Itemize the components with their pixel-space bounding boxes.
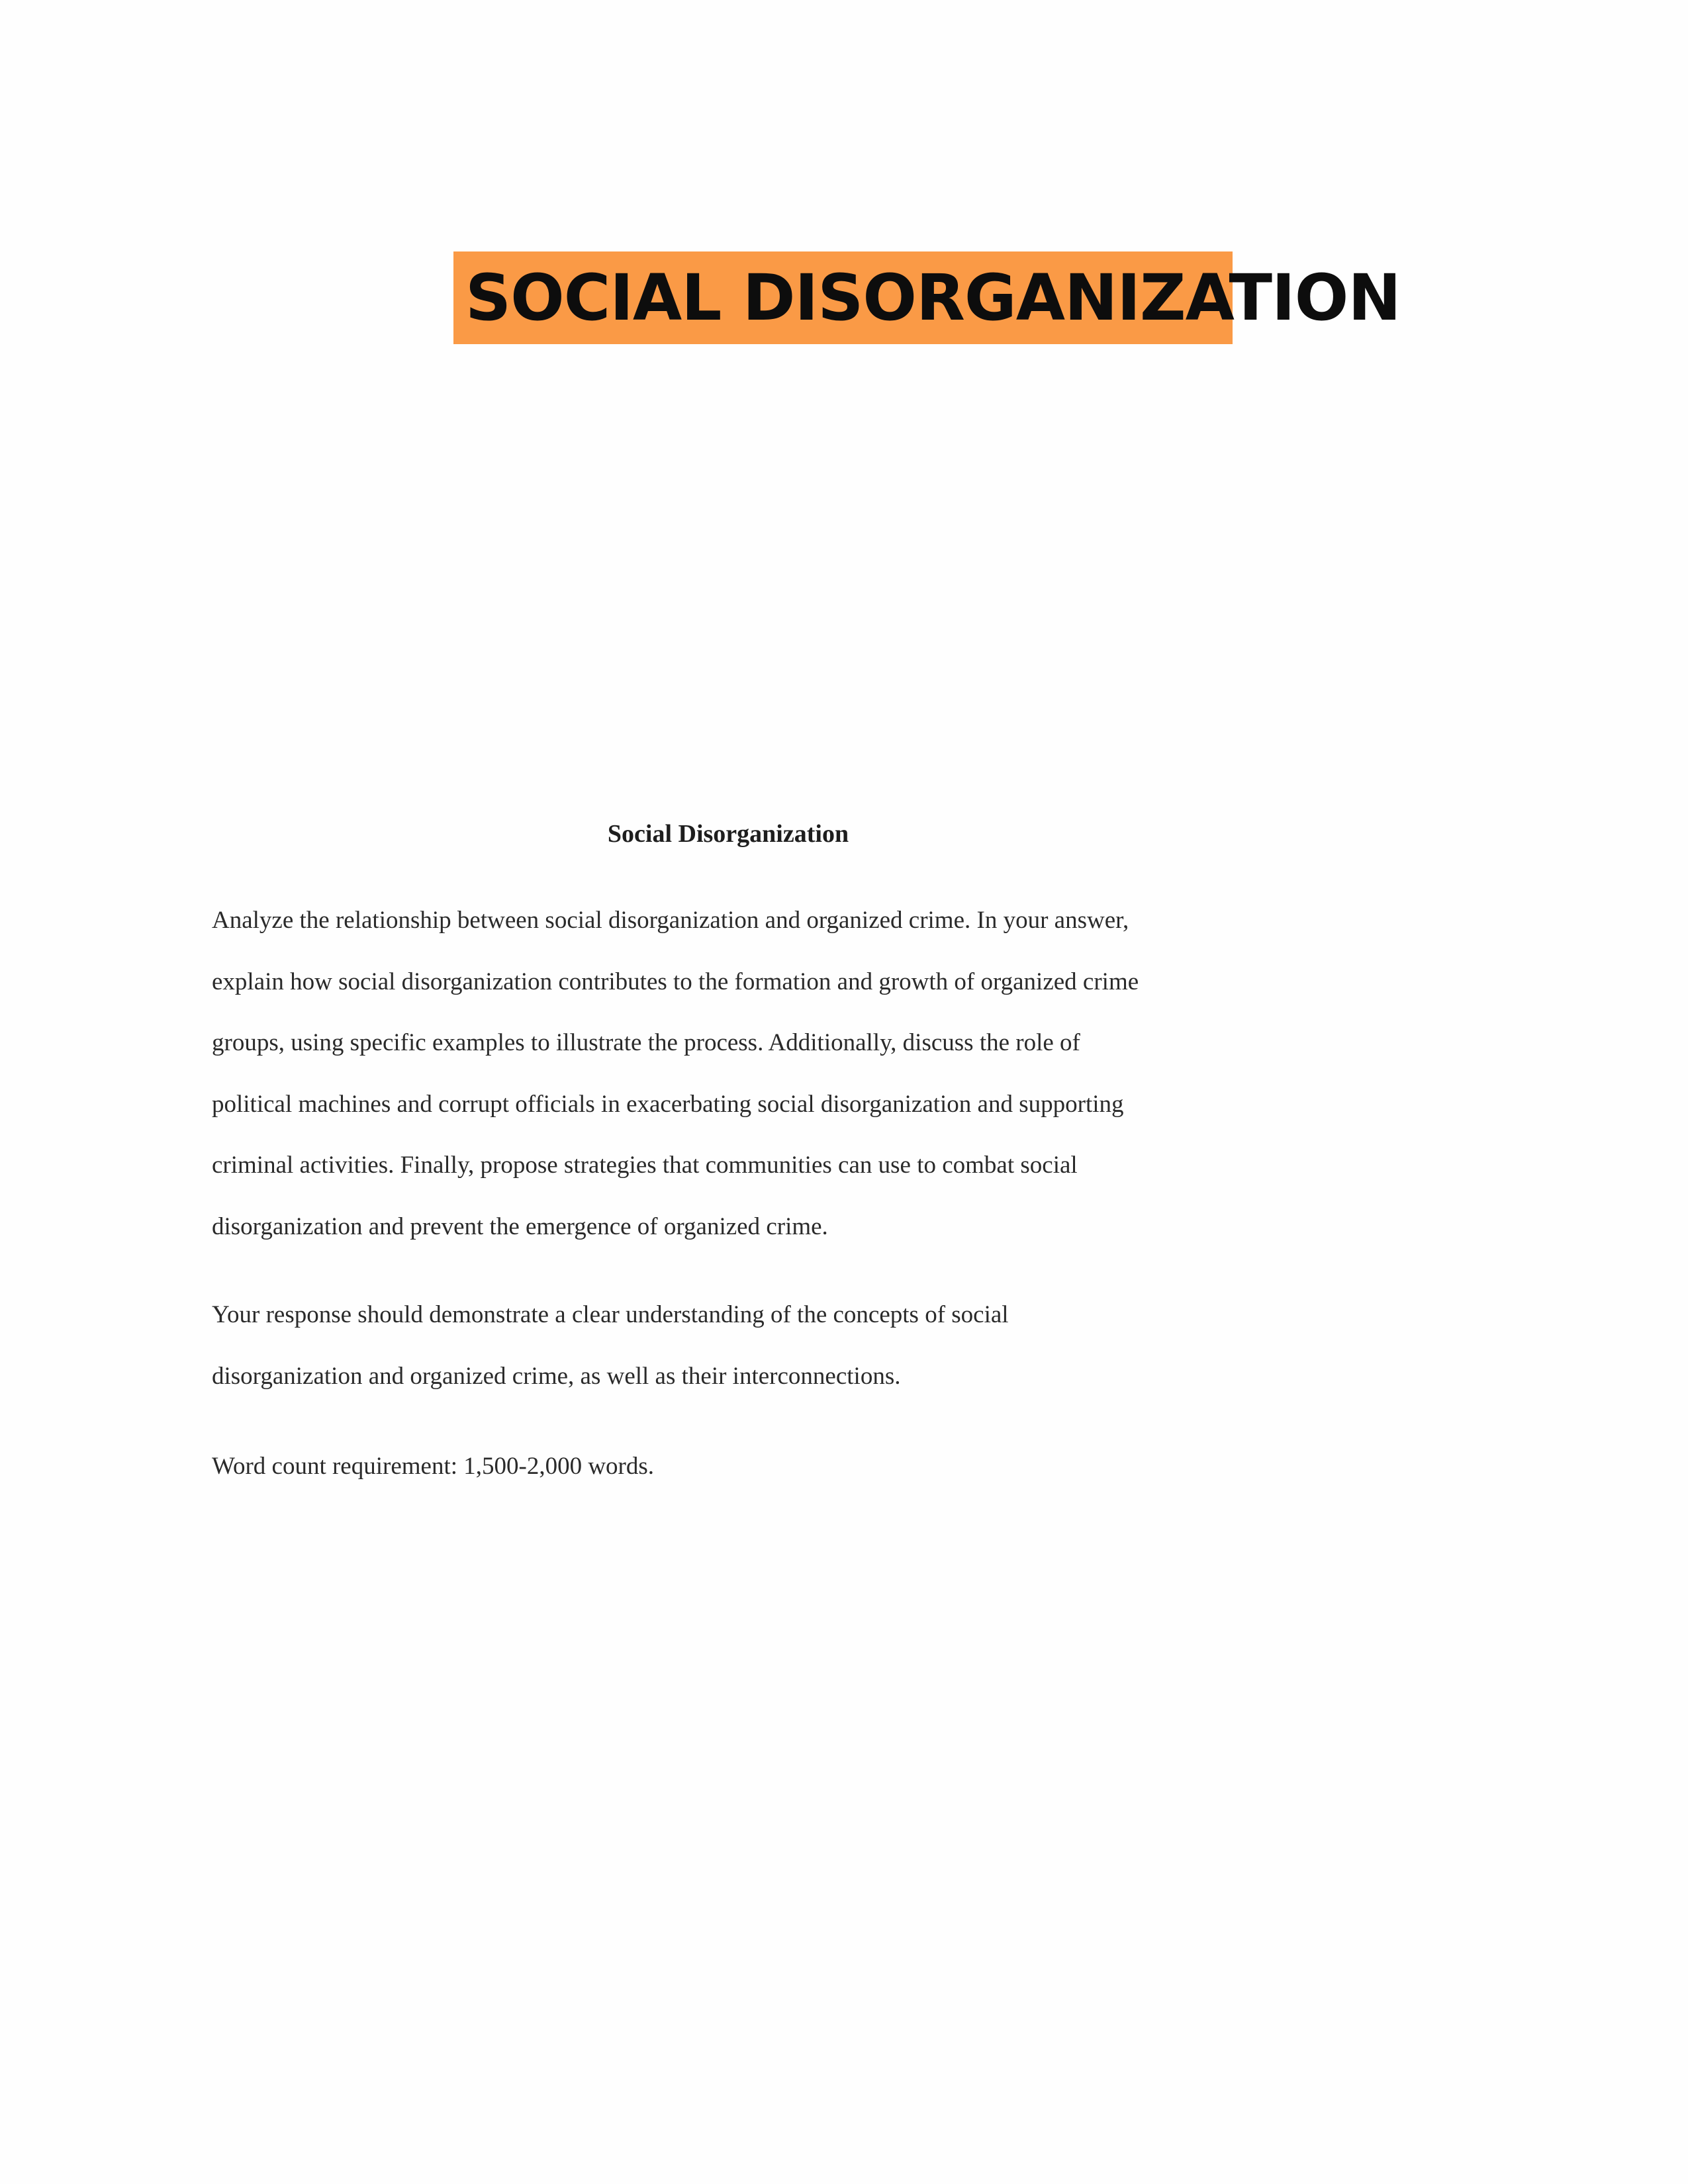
document-title: Social Disorganization xyxy=(607,820,849,848)
banner-title: SOCIAL DISORGANIZATION xyxy=(465,261,1401,335)
text-line: explain how social disorganization contributes to the formation and growth of organized crime xyxy=(212,968,1139,995)
paragraph-word-count xyxy=(212,1436,1258,1498)
document-body xyxy=(212,807,1258,1498)
text-line: Word count requirement: 1,500-2,000 words. xyxy=(212,1453,655,1480)
title-banner xyxy=(453,251,1401,344)
text-line: Your response should demonstrate a clear understanding of the concepts of social xyxy=(212,1301,1009,1328)
text-line: political machines and corrupt officials in exacerbating social disorganization and supporting xyxy=(212,1090,1124,1118)
text-line: Analyze the relationship between social disorganization and organized crime. In your answer, xyxy=(212,907,1129,934)
text-line: disorganization and organized crime, as well as their interconnections. xyxy=(212,1362,901,1390)
text-line: disorganization and prevent the emergence of organized crime. xyxy=(212,1212,828,1240)
paragraph-instructions xyxy=(212,890,1258,1257)
text-line: groups, using specific examples to illustrate the process. Additionally, discuss the role of xyxy=(212,1029,1080,1056)
text-line: criminal activities. Finally, propose strategies that communities can use to combat social xyxy=(212,1152,1078,1179)
paragraph-expectations xyxy=(212,1285,1258,1407)
